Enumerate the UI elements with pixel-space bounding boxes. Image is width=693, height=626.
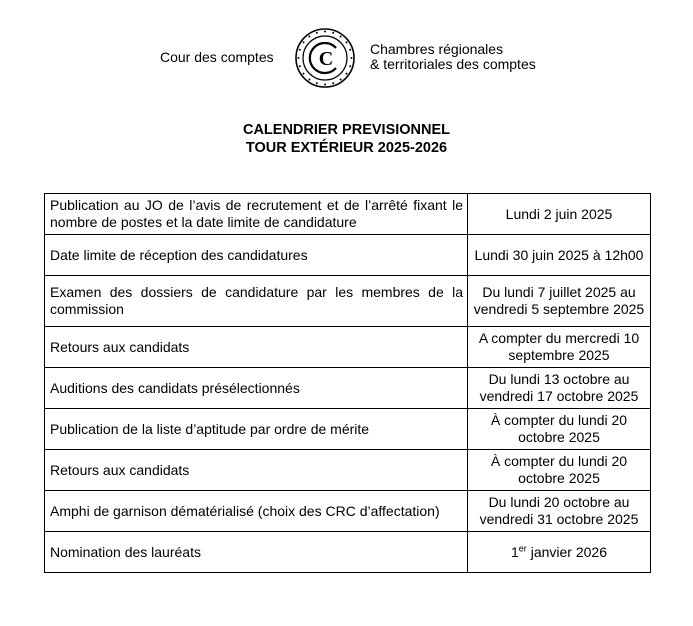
step-cell: Publication de la liste d’aptitude par ordre de mérite — [45, 409, 468, 450]
step-cell: Auditions des candidats présélectionnés — [45, 368, 468, 409]
date-day: 1 — [511, 543, 519, 560]
cour-des-comptes-label: Cour des comptes — [160, 49, 274, 65]
header — [0, 26, 693, 92]
date-cell: Lundi 2 juin 2025 — [468, 194, 651, 235]
step-cell: Retours aux candidats — [45, 450, 468, 491]
date-cell: Du lundi 13 octobre au vendredi 17 octobre 2025 — [468, 368, 651, 409]
date-cell: A compter du mercredi 10 septembre 2025 — [468, 327, 651, 368]
date-ordinal: er — [518, 542, 527, 553]
cour-des-comptes-logo — [295, 28, 355, 88]
table-row — [45, 194, 651, 235]
date-cell: À compter du lundi 20 octobre 2025 — [468, 409, 651, 450]
document-title-line2: TOUR EXTÉRIEUR 2025-2026 — [245, 140, 448, 156]
date-cell: Du lundi 7 juillet 2025 au vendredi 5 septembre 2025 — [468, 276, 651, 327]
logo-letter: C — [318, 48, 334, 70]
date-cell: Du lundi 20 octobre au vendredi 31 octobre 2025 — [468, 491, 651, 532]
table-row — [45, 450, 651, 491]
crtc-label — [370, 42, 536, 72]
date-cell — [468, 532, 651, 573]
table-row — [45, 235, 651, 276]
schedule-table — [44, 193, 651, 573]
table-row — [45, 327, 651, 368]
step-cell: Retours aux candidats — [45, 327, 468, 368]
table-row — [45, 276, 651, 327]
crtc-label-line2: & territoriales des comptes — [370, 56, 536, 72]
document-title — [0, 121, 693, 157]
date-cell: Lundi 30 juin 2025 à 12h00 — [468, 235, 651, 276]
document-title-line1: CALENDRIER PREVISIONNEL — [242, 122, 451, 138]
step-cell: Amphi de garnison dématérialisé (choix des CRC d’affectation) — [45, 491, 468, 532]
crtc-label-line1: Chambres régionales — [370, 41, 504, 57]
table-row — [45, 491, 651, 532]
date-rest: janvier 2026 — [526, 543, 607, 560]
step-cell: Nomination des lauréats — [45, 532, 468, 573]
table-row — [45, 532, 651, 573]
date-cell: À compter du lundi 20 octobre 2025 — [468, 450, 651, 491]
step-cell: Publication au JO de l’avis de recrutement et de l’arrêté fixant le nombre de postes et la date limite de candidature — [45, 194, 468, 235]
table-row — [45, 409, 651, 450]
table-row — [45, 368, 651, 409]
step-cell: Date limite de réception des candidatures — [45, 235, 468, 276]
step-cell: Examen des dossiers de candidature par les membres de la commission — [45, 276, 468, 327]
